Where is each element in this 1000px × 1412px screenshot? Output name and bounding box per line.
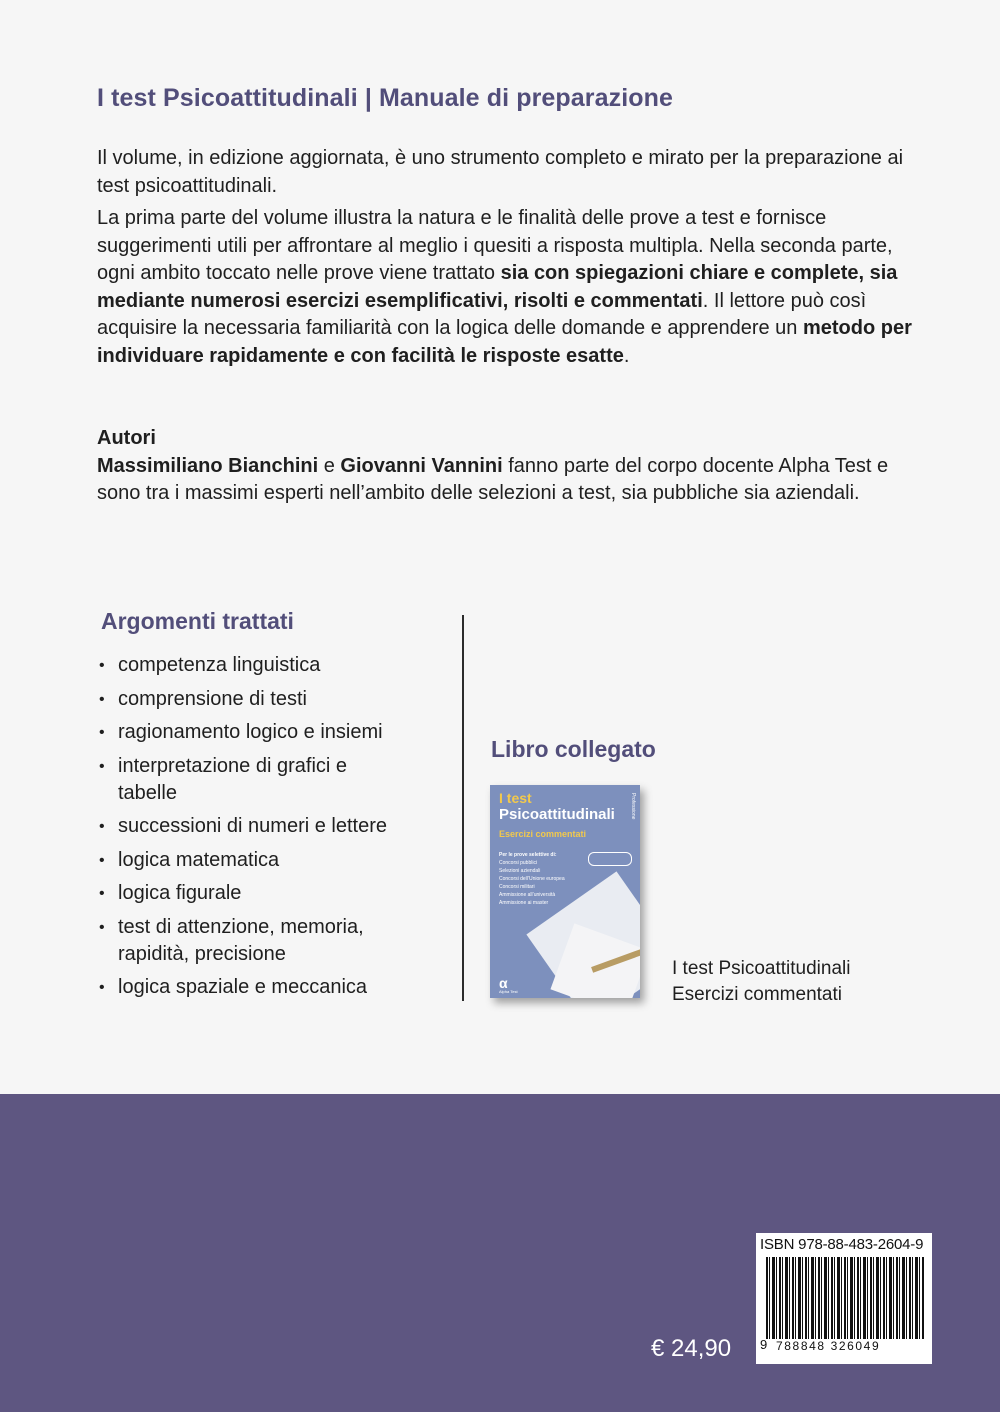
list-item: • ragionamento logico e insiemi bbox=[97, 719, 452, 746]
authors-heading: Autori bbox=[97, 427, 156, 449]
topics-list bbox=[97, 652, 452, 1008]
barcode-first-digit: 9 bbox=[760, 1337, 768, 1352]
cover-series: Professione bbox=[630, 793, 636, 820]
author-name-1: Massimiliano Bianchini bbox=[97, 454, 319, 477]
bullet-icon: • bbox=[99, 885, 105, 902]
list-item: • interpretazione di grafici e tabelle bbox=[99, 754, 348, 804]
barcode-bars bbox=[766, 1257, 924, 1339]
list-item: • comprensione di testi bbox=[97, 686, 452, 713]
column-divider bbox=[462, 615, 464, 1001]
bullet-icon: • bbox=[99, 851, 105, 869]
barcode bbox=[756, 1233, 932, 1364]
intro-paragraph-2: La prima parte del volume illustra la natura e le finalità delle prove a test e fornisce suggerimenti utili per affrontare al meglio i quesiti a risposta multipla. Nella seconda parte, ogni ambito toccato nelle prove viene trattato sia con spiegazioni chiare e complete, sia mediante numerosi esercizi esemplificativi, risolti e commentati. Il lettore può così acquisire la necessaria familiarità con la logica delle domande e apprendere un metodo per individuare rapidamente e con facilità le risposte esatte. bbox=[97, 207, 912, 367]
intro-paragraph-1: Il volume, in edizione aggiornata, è uno strumento completo e mirato per la preparazione ai test psicoattitudinali. bbox=[97, 147, 904, 197]
list-item: • logica spaziale e meccanica bbox=[97, 974, 452, 1001]
alpha-logo-icon: α bbox=[499, 975, 508, 991]
authors-section bbox=[97, 425, 917, 508]
price-label: € 24,90 bbox=[651, 1335, 732, 1362]
related-book-caption[interactable]: I test Psicoattitudinali Esercizi commentati bbox=[672, 958, 851, 1005]
list-item: • logica figurale bbox=[97, 880, 452, 907]
list-item: • successioni di numeri e lettere bbox=[97, 813, 452, 840]
bullet-icon: • bbox=[99, 818, 105, 835]
cover-subtitle: Esercizi commentati bbox=[499, 829, 587, 839]
list-item: • logica matematica bbox=[97, 847, 452, 874]
isbn-text: ISBN 978-88-483-2604-9 bbox=[760, 1236, 924, 1253]
authors-text: Massimiliano Bianchini e Giovanni Vannini fanno parte del corpo docente Alpha Test e sono tra i massimi esperti nell’ambito delle selezioni a test, sia pubbliche sia aziendali. bbox=[97, 454, 889, 504]
topics-heading: Argomenti trattati bbox=[101, 608, 294, 634]
cover-publisher: Alpha Test bbox=[499, 989, 518, 994]
author-name-2: Giovanni Vannini bbox=[340, 454, 503, 477]
bullet-icon: • bbox=[99, 657, 105, 674]
page-title: I test Psicoattitudinali | Manuale di preparazione bbox=[97, 84, 673, 112]
intro-text bbox=[97, 145, 917, 375]
bullet-icon: • bbox=[99, 724, 105, 741]
cover-title-line-2: Psicoattitudinali bbox=[499, 806, 615, 823]
bullet-icon: • bbox=[99, 690, 105, 708]
bullet-icon: • bbox=[99, 979, 105, 996]
barcode-digits: 788848 326049 bbox=[776, 1339, 881, 1353]
cover-title-line-1: I test bbox=[499, 790, 532, 806]
bullet-icon: • bbox=[99, 918, 105, 936]
related-book-cover[interactable] bbox=[490, 785, 640, 998]
cover-list: Per le prove selettive di: Concorsi pubblici Selezioni aziendali Concorsi dell’Unione europea Concorsi militari Ammissione all’università Ammissione ai master bbox=[499, 852, 565, 906]
bullet-icon: • bbox=[99, 757, 105, 775]
list-item: • test di attenzione, memoria, rapidità, precisione bbox=[99, 915, 364, 965]
related-heading: Libro collegato bbox=[491, 736, 656, 762]
list-item: • competenza linguistica bbox=[97, 652, 452, 679]
cover-badge bbox=[588, 852, 632, 866]
